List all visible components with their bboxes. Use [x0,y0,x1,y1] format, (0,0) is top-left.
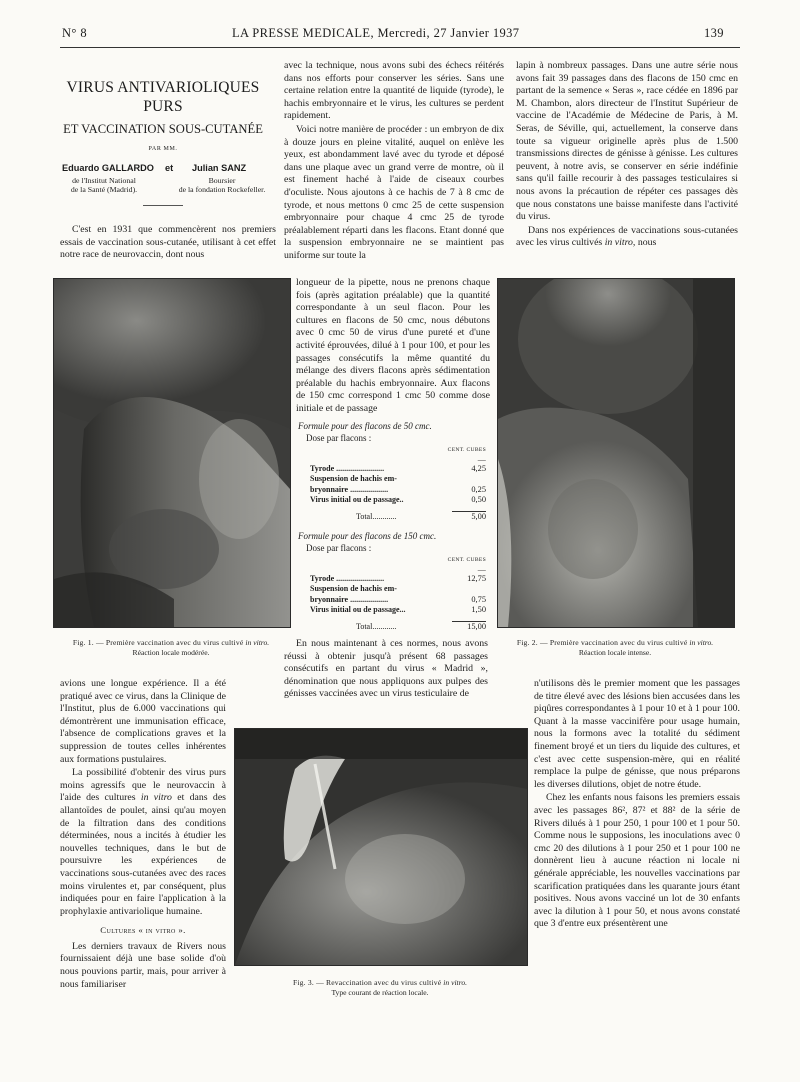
article-title [52,78,274,116]
formula-table: CENT. CUBES — Tyrode ........................ 12,75 Suspension de hachis em- bryonnaire ................... 0,75 Virus initial ou de passage... 1,50 Total............ 15,00 [298,555,486,633]
caption-line-2: Réaction locale intense. [578,648,652,657]
figure-2-image [498,279,734,627]
total-label: Total............ [356,512,397,522]
author-2: Julian SANZ [192,163,247,173]
formula-dose-label: Dose par flacons : [306,433,372,443]
figure-1-caption [50,638,292,658]
paragraph: Les derniers travaux de Rivers nous fournissaient déjà une base solide d'où nous pouvions partir, mais, pour arriver à nous familiariser [60,940,226,990]
running-title [232,26,532,41]
caption-italic: in vitro. [245,638,270,647]
author-2-affiliation [160,176,284,195]
formula-title: Formule pour des flacons de 150 cmc. [298,531,437,541]
paragraph: lapin à nombreux passages. Dans une autre série nous avons fait 39 passages dans des flacons de 150 cmc en partant de la semence « Seras », race cédée en 1896 par M. Chambon, alors directeur de l'Institut Supérieur de vaccine de l'Académie de Médecine de Paris, à M. Seras, de Séville, qui, actuellement, la conserve dans toute sa vigueur originelle après plus de 1.500 transmissions directes de génisse à génisse. Les cultures peuvent, à notre avis, se conserver en série indéfinie sans qu'il faille recourir à des passages testiculaires si nous avons la précaution de répéter ces passages dès que nous constatons une baisse manifeste dans l'activité du virus. [516,60,738,223]
title-line-2: PURS [143,98,183,115]
row-value: 0,75 [471,594,486,604]
paragraph [60,767,226,918]
formula-dose-label: Dose par flacons : [306,543,372,553]
article-subtitle: ET VACCINATION SOUS-CUTANÉE [63,122,263,136]
figure-3-photo [234,728,528,966]
figure-3-image [235,729,527,965]
total-value: 15,00 [452,622,486,633]
figure-1-image [54,279,290,627]
caption-italic: in vitro. [689,638,714,647]
paragraph: avions une longue expérience. Il a été pratiqué avec ce virus, dans la Clinique de l'Institut, plus de 6.000 vaccinations qui démontrèrent une immunisation efficace, l'absence de complications graves et la suppression de toutes celles inhérentes aux formations pustulaires. [60,678,226,765]
unit-label: CENT. CUBES [447,447,486,453]
row-value: 0,25 [471,484,486,494]
row-value: 12,75 [467,573,486,583]
weekday: Mercredi, [377,26,431,40]
paragraph: Chez les enfants nous faisons les premiers essais avec les passages 86², 87² et 88² de la série de Rivers dilués à 1 pour 250, 1 pour 100 et 1 pour 50. Comme nous le supposions, les inoculations avec 0 cmc 20 des dilutions à 1 pour 250 et 1 pour 100 ne donnèrent lieu à aucune réaction ni locale ni générale appréciable, les nouvelles vaccinations par scarification pratiquées dans les quarante jours étant positives. Nous avons vacciné un lot de 30 enfants avec la dilution à 1 pour 50, et nous avons constaté que 3 d'entre eux présentèrent une [534,792,740,930]
row-label: Suspension de hachis em- [310,584,397,594]
col3-top-text [516,60,738,250]
affiliation-2-line-2: de la fondation Rockefeller. [178,185,266,195]
col3-bottom-text [534,678,740,931]
caption-text: Fig. 3. — Revaccination avec du virus cultivé [292,978,442,987]
caption-text: Fig. 2. — Première vaccination avec du virus cultivé [516,638,688,647]
affiliation-1-line-1: de l'Institut National [72,176,136,185]
row-label: bryonnaire ................... [310,594,389,604]
row-label: Tyrode ........................ [310,463,385,473]
figure-2-caption [494,638,736,658]
figure-1-photo [53,278,291,628]
figure-3-caption [262,978,498,998]
paragraph: C'est en 1931 que commencèrent nos premiers essais de vaccination sous-cutanée, utilisant à cet effet notre race de neurovaccin, dont nous [60,224,276,261]
text-run: La possibilité d'obtenir des virus purs moins agressifs que le neurovaccin à l'aide des cultures [60,767,226,804]
caption-text: Fig. 1. — Première vaccination avec du virus cultivé [72,638,244,647]
row-label: Suspension de hachis em- [310,474,397,484]
caption-line-2: Type courant de réaction locale. [331,988,429,997]
total-label: Total............ [356,622,397,632]
affiliation-2-line-1: Boursier [208,176,236,185]
author-conjunction: et [165,163,174,173]
figure-2-photo [497,278,735,628]
paragraph: En nous maintenant à ces normes, nous avons réussi à obtenir jusqu'à présent 68 passages consécutifs en partant du virus « Madrid », dénomination que nous appliquons aux pulpes des génisses vaccinées avec un virus testiculaire de [284,638,488,700]
col1-bottom-text [60,678,226,991]
affiliation-1-line-2: de la Santé (Madrid). [70,185,138,195]
caption-italic: in vitro. [443,978,468,987]
paragraph: n'utilisons dès le premier moment que les passages de titre élevé avec des lésions bien accusées dans les piqûres correspondantes à 1 pour 10 et à 1 pour 100. Quant à la masse vaccinifère pour usage humain, nous la formons avec la totalité du sédiment finement broyé et un tiers du liquide des cultures, et c'est avec cette suspension-mère, qui en réalité remplace la pulpe de génisse, que nous préparons les diverses dilutions, objet de notre étude. [534,678,740,790]
row-label: bryonnaire ................... [310,484,389,494]
formula-table: CENT. CUBES — Tyrode ........................ 4,25 Suspension de hachis em- bryonnaire ................... 0,25 Virus initial ou de passage.. 0,50 Total............ 5,00 [298,445,486,523]
col2-top-text [284,60,504,263]
paragraph: Voici notre manière de procéder : un embryon de dix à douze jours en pleine vitalité, auquel on enlève les yeux, est abondamment lavé avec du tyrode et déposé dans une plaque avec un grand verre de montre, où il est finement haché à l'aide de ciseaux courbes d'oculiste. Nous ajoutons à ce hachis de 7 à 8 cmc de tyrode, et nous mettons 0 cmc 25 de cette suspension embryonnaire pour chaque 4 cmc 25 de tyrode préalablement réparti dans les flacons. Etant donné que la suspension embryonnaire ne se maintient pas uniforme sur toute la [284,123,504,261]
text-run: et dans des allantoïdes de poulet, ainsi qu'au moyen de la filtration dans des conditions déterminées, nous a incités à étudier les nouvelles techniques, dans le but de poursuivre les expériences de vaccinations sous-cutanées avec des races moins virulentes et, par conséquent, plus indiquées pour en faire l'application à la prophylaxie antivariolique humaine. [60,792,226,917]
caption-line-2: Réaction locale modérée. [132,648,210,657]
col1-top-text [60,224,276,262]
page-number: 139 [704,26,724,40]
issue-date: 27 Janvier 1937 [433,26,520,40]
total-value: 5,00 [452,512,486,523]
par-label: PAR MM. [148,146,178,152]
row-label: Tyrode ........................ [310,573,385,583]
text-run: Dans nos expériences de vaccinations sous-cutanées avec les virus cultivés [516,224,738,249]
col2-middle-text [296,277,490,416]
header-rule [60,47,740,48]
row-label: Virus initial ou de passage.. [310,495,404,505]
row-value: 1,50 [471,605,486,615]
unit-label: CENT. CUBES [447,557,486,563]
formula-150cmc [298,530,486,633]
author-1-affiliation [52,176,156,195]
title-divider [143,205,183,206]
text-run-italic: in vitro [140,792,172,804]
title-line-1: VIRUS ANTIVARIOLIQUES [66,79,260,96]
text-run-italic: in vitro, [604,237,636,249]
row-value: 0,50 [471,495,486,505]
paragraph: longueur de la pipette, nous ne prenons chaque fois (après agitation préalable) que la quantité correspondante à un seul flacon. Pour les cultures en flacons de 50 cmc, nous débutons avec 0 cmc 50 de virus d'une pureté et d'une activité éprouvées, dilué à 1 pour 100, et pour les passages consécutifs la même quantité du mélange des divers flacons après sédimentation préalable du hachis embryonnaire. Aux flacons de 150 cmc correspond 1 cmc 50 comme dose initiale et de passage [296,277,490,414]
section-heading: Cultures « in vitro ». [100,925,186,936]
author-1: Eduardo GALLARDO [62,163,154,173]
row-value: 4,25 [471,463,486,473]
paragraph [516,225,738,250]
issue-number: N° 8 [62,26,88,40]
formula-title: Formule pour des flacons de 50 cmc. [298,421,432,431]
journal-name: LA PRESSE MEDICALE, [232,26,374,40]
col2-bottom-text [284,638,488,701]
text-run: nous [637,237,657,249]
paragraph: avec la technique, nous avons subi des échecs réitérés dans nos efforts pour conserver les séries. Sans une certaine relation entre la quantité de liquide (tyrode), le hachis embryonnaire et le virus, les cultures se perdent rapidement. [284,60,504,122]
row-label: Virus initial ou de passage... [310,605,406,615]
formula-50cmc [298,420,486,523]
